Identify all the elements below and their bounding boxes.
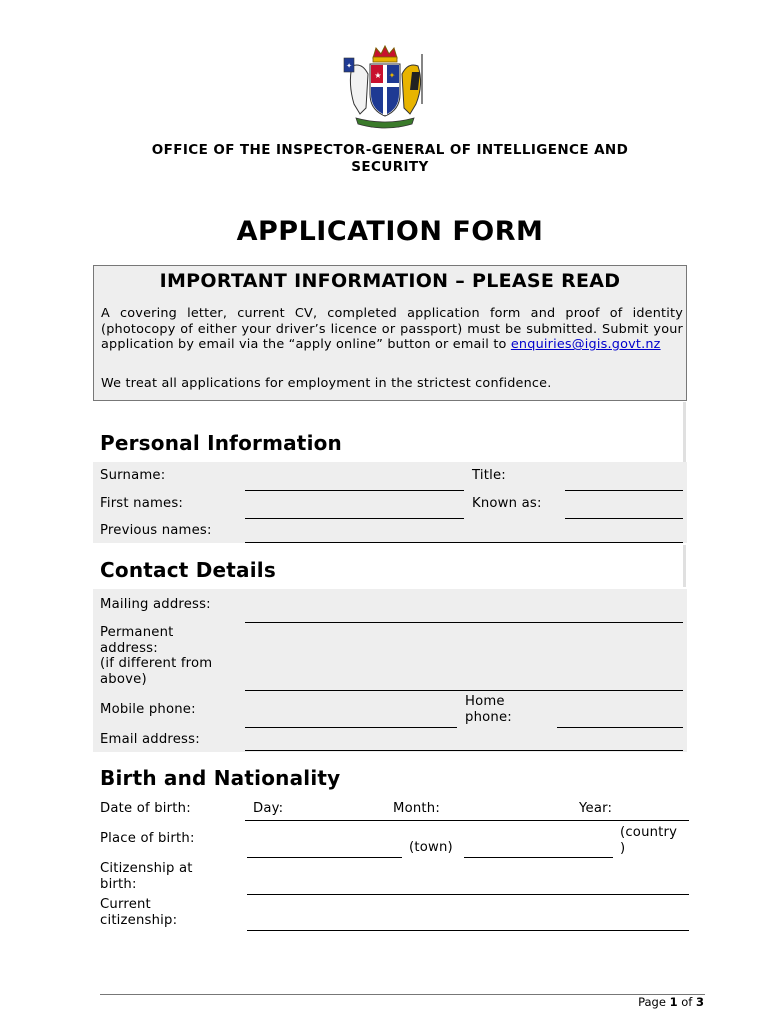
- title-field[interactable]: [565, 490, 683, 491]
- home-phone-label-2: phone:: [465, 710, 512, 725]
- citizenship-at-birth-label-2: birth:: [100, 877, 137, 892]
- important-info-box: [93, 265, 687, 401]
- date-of-birth-field[interactable]: [245, 820, 689, 821]
- previous-names-label: Previous names:: [100, 523, 212, 538]
- year-label: Year:: [579, 801, 613, 816]
- coat-of-arms-icon: [340, 44, 430, 130]
- permanent-address-label-4: above): [100, 672, 147, 687]
- place-of-birth-label: Place of birth:: [100, 831, 195, 846]
- birth-nationality-heading: Birth and Nationality: [100, 766, 341, 790]
- page-word: Page: [638, 995, 666, 1009]
- office-title-line-2: SECURITY: [351, 159, 429, 175]
- birth-town-field[interactable]: [247, 857, 402, 858]
- title-label: Title:: [472, 468, 506, 483]
- office-title-line-1: OFFICE OF THE INSPECTOR-GENERAL OF INTELLIGENCE AND: [151, 142, 629, 158]
- mailing-address-label: Mailing address:: [100, 597, 211, 612]
- day-label: Day:: [253, 801, 284, 816]
- current-citizenship-field[interactable]: [247, 930, 689, 931]
- month-label: Month:: [393, 801, 440, 816]
- home-phone-label-1: Home: [465, 694, 505, 709]
- first-names-field[interactable]: [245, 518, 464, 519]
- current-citizenship-label-1: Current: [100, 897, 151, 912]
- known-as-label: Known as:: [472, 496, 542, 511]
- permanent-address-field[interactable]: [245, 690, 683, 691]
- svg-text:✦: ✦: [388, 71, 396, 80]
- first-names-label: First names:: [100, 496, 184, 511]
- citizenship-at-birth-label-1: Citizenship at: [100, 861, 193, 876]
- contact-details-heading: Contact Details: [100, 558, 276, 582]
- page-of-word: of: [681, 995, 693, 1009]
- town-caption: (town): [409, 840, 453, 855]
- page-current: 1: [669, 995, 678, 1009]
- confidentiality-note: We treat all applications for employment in the strictest confidence.: [101, 376, 552, 391]
- mailing-address-field[interactable]: [245, 622, 683, 623]
- mobile-phone-label: Mobile phone:: [100, 702, 196, 717]
- svg-text:✦: ✦: [346, 62, 352, 70]
- important-info-paragraph: A covering letter, current CV, completed application form and proof of identity (photocopy of either your driver’s licence or passport) must be submitted. Submit your application by email via the “apply online” button or email to: [101, 306, 683, 353]
- svg-text:★: ★: [374, 71, 382, 80]
- email-address-field[interactable]: [245, 750, 683, 751]
- current-citizenship-label-2: citizenship:: [100, 913, 178, 928]
- surname-field[interactable]: [245, 490, 464, 491]
- birth-country-field[interactable]: [464, 857, 613, 858]
- citizenship-at-birth-field[interactable]: [247, 894, 689, 895]
- page-total: 3: [695, 995, 704, 1009]
- important-info-text: [101, 306, 683, 353]
- known-as-field[interactable]: [565, 518, 683, 519]
- email-address-label: Email address:: [100, 732, 200, 747]
- country-caption-2: ): [620, 841, 626, 856]
- form-title: APPLICATION FORM: [236, 216, 544, 247]
- footer-rule: [100, 994, 705, 995]
- home-phone-field[interactable]: [557, 727, 683, 728]
- date-of-birth-label: Date of birth:: [100, 801, 191, 816]
- important-info-heading: IMPORTANT INFORMATION – PLEASE READ: [159, 270, 621, 292]
- enquiries-email-link[interactable]: enquiries@igis.govt.nz: [510, 337, 661, 353]
- page-number: [638, 995, 704, 1009]
- mobile-phone-field[interactable]: [245, 727, 457, 728]
- permanent-address-label-1: Permanent: [100, 625, 174, 640]
- previous-names-field[interactable]: [245, 542, 683, 543]
- section-divider: [683, 545, 686, 587]
- country-caption-1: (country: [620, 825, 678, 840]
- permanent-address-label-2: address:: [100, 641, 158, 656]
- permanent-address-label-3: (if different from: [100, 656, 213, 671]
- section-divider: [683, 402, 686, 462]
- personal-information-heading: Personal Information: [100, 431, 342, 455]
- surname-label: Surname:: [100, 468, 166, 483]
